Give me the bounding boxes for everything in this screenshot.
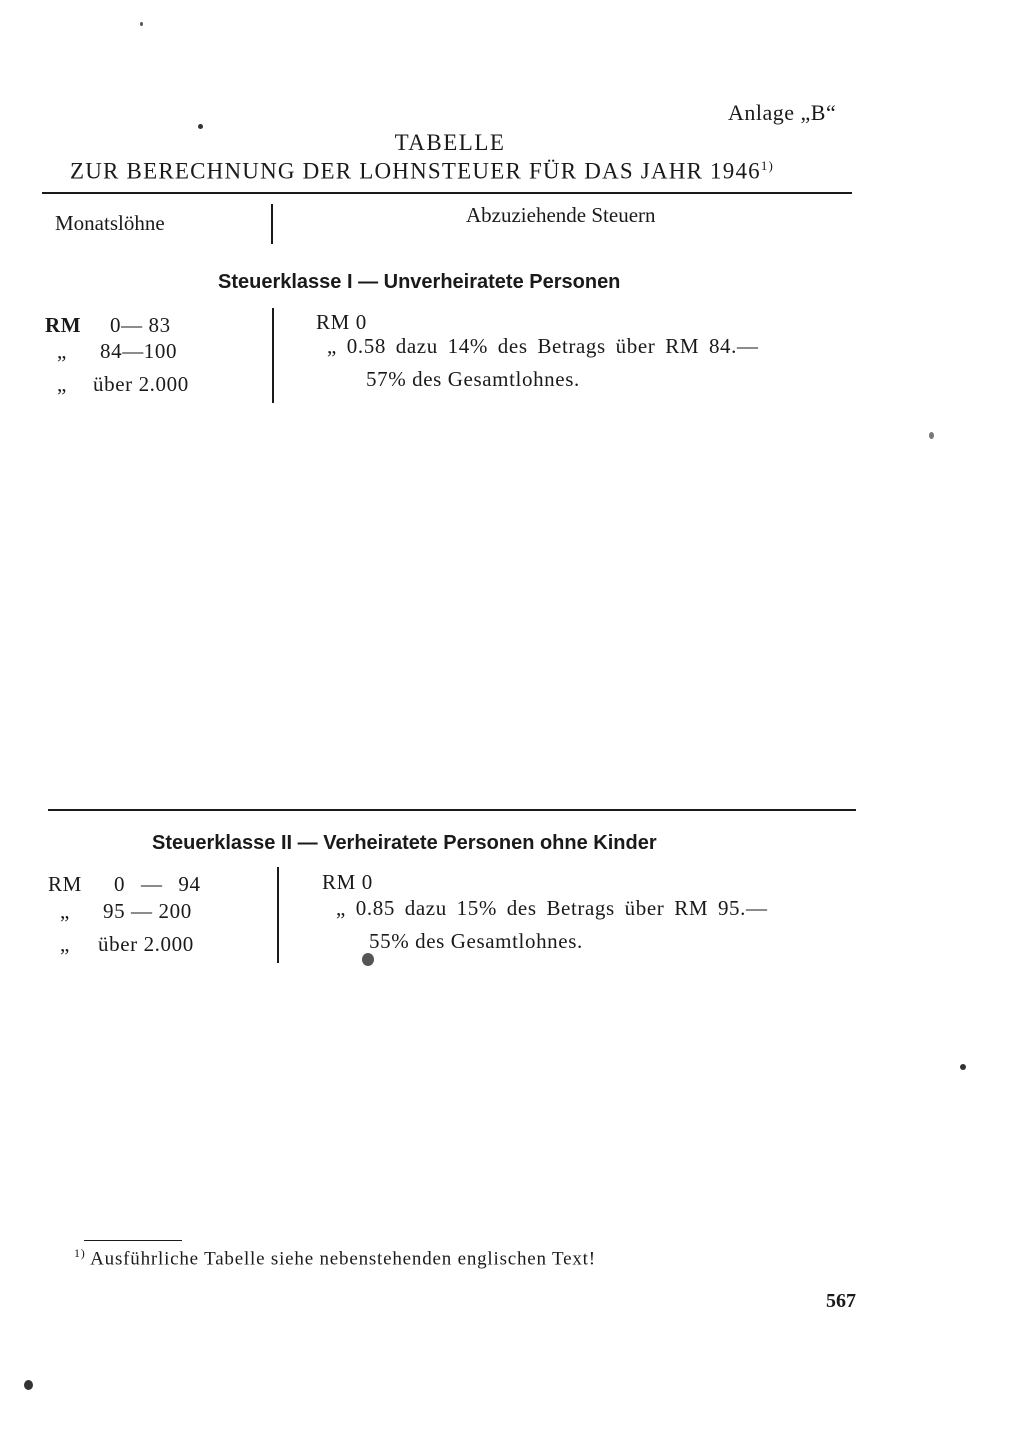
page-number: 567 [826, 1290, 856, 1312]
section-rule [48, 809, 856, 811]
scan-speck [960, 1064, 966, 1070]
class2-row-2-range: 95 — 200 [103, 899, 192, 923]
class1-row-3-range: über 2.000 [93, 372, 189, 396]
scan-speck [362, 953, 374, 966]
class1-row-3-tax: 57% des Gesamtlohnes. [366, 367, 580, 391]
footnote-rule [84, 1240, 182, 1241]
class2-row-1-range: 0 — 94 [114, 872, 201, 896]
scan-speck [140, 22, 143, 26]
class1-divider [272, 308, 274, 403]
class1-row-3-prefix: „ [57, 372, 67, 396]
class2-row-3-range: über 2.000 [98, 932, 194, 956]
class1-row-2-tax: „ 0.58 dazu 14% des Betrags über RM 84.— [327, 334, 759, 358]
class1-row-2-prefix: „ [57, 339, 67, 363]
header-rule [42, 192, 852, 194]
annex-label: Anlage „B“ [728, 100, 837, 125]
class2-row-3-tax: 55% des Gesamtlohnes. [369, 929, 583, 953]
scan-speck [198, 124, 203, 129]
subtitle-text: ZUR BERECHNUNG DER LOHNSTEUER FÜR DAS JAHR 1946 [70, 158, 761, 184]
scan-speck [929, 432, 934, 439]
footnote-marker: 1) [74, 1246, 86, 1260]
footnote-ref: 1) [760, 158, 775, 173]
class2-row-1-tax: RM 0 [322, 870, 373, 894]
class1-row-2-range: 84—100 [100, 339, 178, 363]
footnote-text: Ausführliche Tabelle siehe nebenstehenden englischen Text! [90, 1248, 596, 1270]
page-title: TABELLE [394, 130, 506, 155]
class1-row-1-prefix: RM [45, 313, 82, 337]
column-heading-wages: Monatslöhne [55, 211, 165, 235]
page-subtitle [70, 158, 774, 185]
class1-heading: Steuerklasse I — Unverheiratete Personen [218, 271, 621, 293]
class2-heading: Steuerklasse II — Verheiratete Personen ohne Kinder [152, 832, 657, 854]
class1-row-1-tax: RM 0 [316, 310, 367, 334]
column-divider [271, 204, 273, 244]
class2-row-2-prefix: „ [60, 899, 70, 923]
scan-speck [24, 1380, 33, 1390]
class2-row-2-tax: „ 0.85 dazu 15% des Betrags über RM 95.— [336, 896, 768, 920]
class2-row-3-prefix: „ [60, 932, 70, 956]
column-heading-taxes: Abzuziehende Steuern [466, 203, 656, 227]
class2-row-1-prefix: RM [48, 872, 82, 896]
footnote [74, 1246, 596, 1270]
class2-divider [277, 867, 279, 963]
class1-row-1-range: 0— 83 [110, 313, 171, 337]
